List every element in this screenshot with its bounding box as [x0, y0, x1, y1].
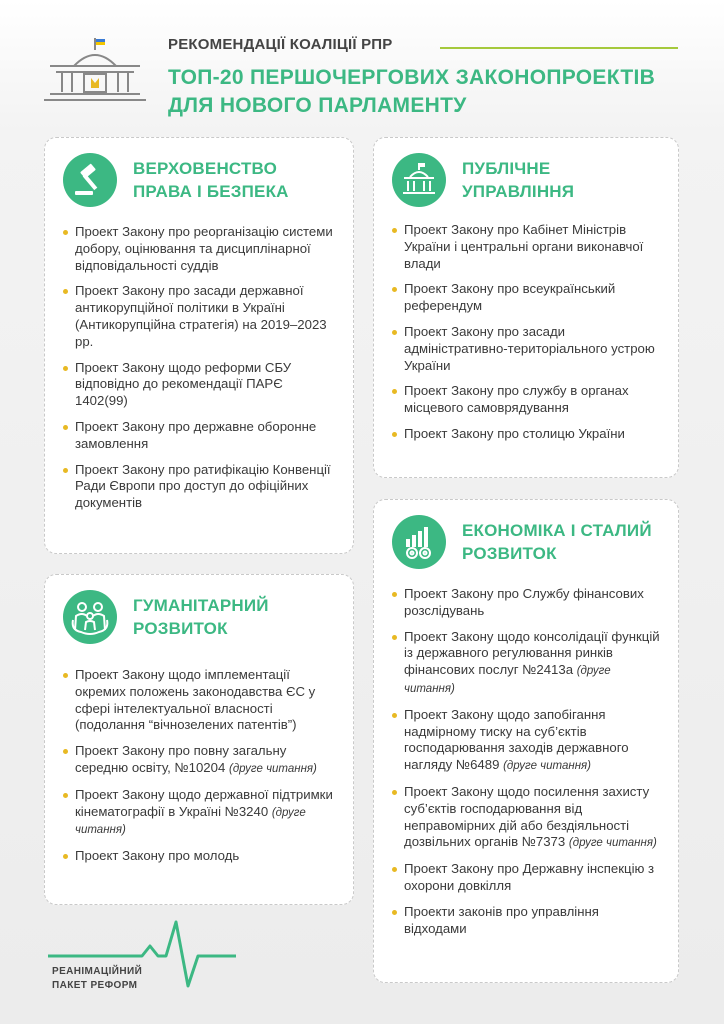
law-item: Проект Закону про Державну інспекцію з охорони довкілля — [392, 861, 664, 895]
law-item: Проект Закону щодо консолідації функцій із державного регулювання ринків фінансових послуг №2413а (друге читання) — [392, 629, 664, 698]
footer-logo-line1: РЕАНІМАЦІЙНИЙ — [52, 966, 143, 977]
section-rule-of-law — [44, 137, 354, 554]
law-item: Проект Закону щодо реформи СБУ відповідно до рекомендації ПАРЄ 1402(99) — [63, 360, 339, 410]
law-item: Проект Закону про Службу фінансових розслідувань — [392, 586, 664, 620]
bullet-icon — [392, 432, 397, 437]
bullet-icon — [63, 793, 68, 798]
law-list — [392, 586, 664, 946]
section-title — [462, 157, 574, 203]
section-title-line1: ГУМАНІТАРНИЙ — [133, 596, 269, 615]
gavel-icon — [63, 153, 117, 207]
section-humanitarian — [44, 574, 354, 905]
law-item: Проект Закону щодо імплементації окремих положень законодавства ЄС у сфері інтелектуальної власності (подолання “вічнозелених патентів”) — [63, 667, 339, 734]
bullet-icon — [392, 635, 397, 640]
header-divider — [440, 47, 678, 49]
section-public-admin — [373, 137, 679, 478]
section-title-line1: ПУБЛІЧНЕ — [462, 159, 551, 178]
law-item: Проект Закону про столицю України — [392, 426, 664, 443]
law-item: Проект Закону про ратифікацію Конвенції Ради Європи про доступ до офіційних документів — [63, 462, 339, 512]
law-item: Проект Закону про молодь — [63, 848, 339, 865]
bullet-icon — [63, 854, 68, 859]
bullet-icon — [392, 790, 397, 795]
bullet-icon — [63, 425, 68, 430]
bullet-icon — [392, 867, 397, 872]
bullet-icon — [63, 289, 68, 294]
law-item: Проект Закону про всеукраїнський референдум — [392, 281, 664, 315]
page-title — [168, 64, 698, 120]
law-item: Проект Закону про службу в органах місцевого самоврядування — [392, 383, 664, 417]
law-item: Проекти законів про управління відходами — [392, 904, 664, 938]
page-title-line1: ТОП-20 ПЕРШОЧЕРГОВИХ ЗАКОНОПРОЕКТІВ — [168, 66, 656, 89]
section-title-line1: ВЕРХОВЕНСТВО — [133, 159, 278, 178]
law-item: Проект Закону про реорганізацію системи добору, оцінювання та дисциплінарної відповідальності суддів — [63, 224, 339, 274]
government-building-icon — [392, 153, 446, 207]
law-list — [63, 667, 339, 874]
law-item: Проект Закону щодо запобігання надмірному тиску на суб’єктів господарювання заходів державного нагляду №6489 (друге читання) — [392, 707, 664, 775]
growth-gears-icon — [392, 515, 446, 569]
section-title-line2: РОЗВИТОК — [462, 544, 557, 563]
law-item: Проект Закону щодо посилення захисту суб’єктів господарювання від неправомірних дій або бездіяльності дозвільних органів №7373 (друге читання) — [392, 784, 664, 852]
law-list — [63, 224, 339, 521]
bullet-icon — [392, 228, 397, 233]
bullet-icon — [392, 389, 397, 394]
family-icon — [63, 590, 117, 644]
header-kicker: РЕКОМЕНДАЦІЇ КОАЛІЦІЇ РПР — [168, 36, 393, 53]
law-item: Проект Закону щодо державної підтримки кінематографії в Україні №3240 (друге читання) — [63, 787, 339, 839]
bullet-icon — [392, 330, 397, 335]
section-title — [133, 157, 289, 203]
law-item: Проект Закону про повну загальну середню освіту, №10204 (друге читання) — [63, 743, 339, 778]
law-item: Проект Закону про засади адміністративно-територіального устрою України — [392, 324, 664, 374]
bullet-icon — [392, 592, 397, 597]
section-economy — [373, 499, 679, 983]
section-title-line1: ЕКОНОМІКА І СТАЛИЙ — [462, 521, 652, 540]
parliament-building-icon — [40, 36, 150, 104]
bullet-icon — [392, 287, 397, 292]
bullet-icon — [392, 713, 397, 718]
law-item: Проект Закону про засади державної антикорупційної політики в Україні (Антикорупційна стратегія) на 2019–2023 рр. — [63, 283, 339, 350]
page-title-line2: ДЛЯ НОВОГО ПАРЛАМЕНТУ — [168, 94, 467, 117]
section-title — [462, 519, 652, 565]
section-title-line2: УПРАВЛІННЯ — [462, 182, 575, 201]
section-title-line2: РОЗВИТОК — [133, 619, 228, 638]
header — [0, 0, 724, 130]
law-item: Проект Закону про державне оборонне замовлення — [63, 419, 339, 453]
bullet-icon — [392, 910, 397, 915]
bullet-icon — [63, 468, 68, 473]
bullet-icon — [63, 230, 68, 235]
section-title-line2: ПРАВА І БЕЗПЕКА — [133, 182, 289, 201]
section-title — [133, 594, 269, 640]
footer-logo-line2: ПАКЕТ РЕФОРМ — [52, 980, 138, 991]
bullet-icon — [63, 749, 68, 754]
law-list — [392, 222, 664, 452]
law-item: Проект Закону про Кабінет Міністрів України і центральні органи виконавчої влади — [392, 222, 664, 272]
bullet-icon — [63, 673, 68, 678]
bullet-icon — [63, 366, 68, 371]
